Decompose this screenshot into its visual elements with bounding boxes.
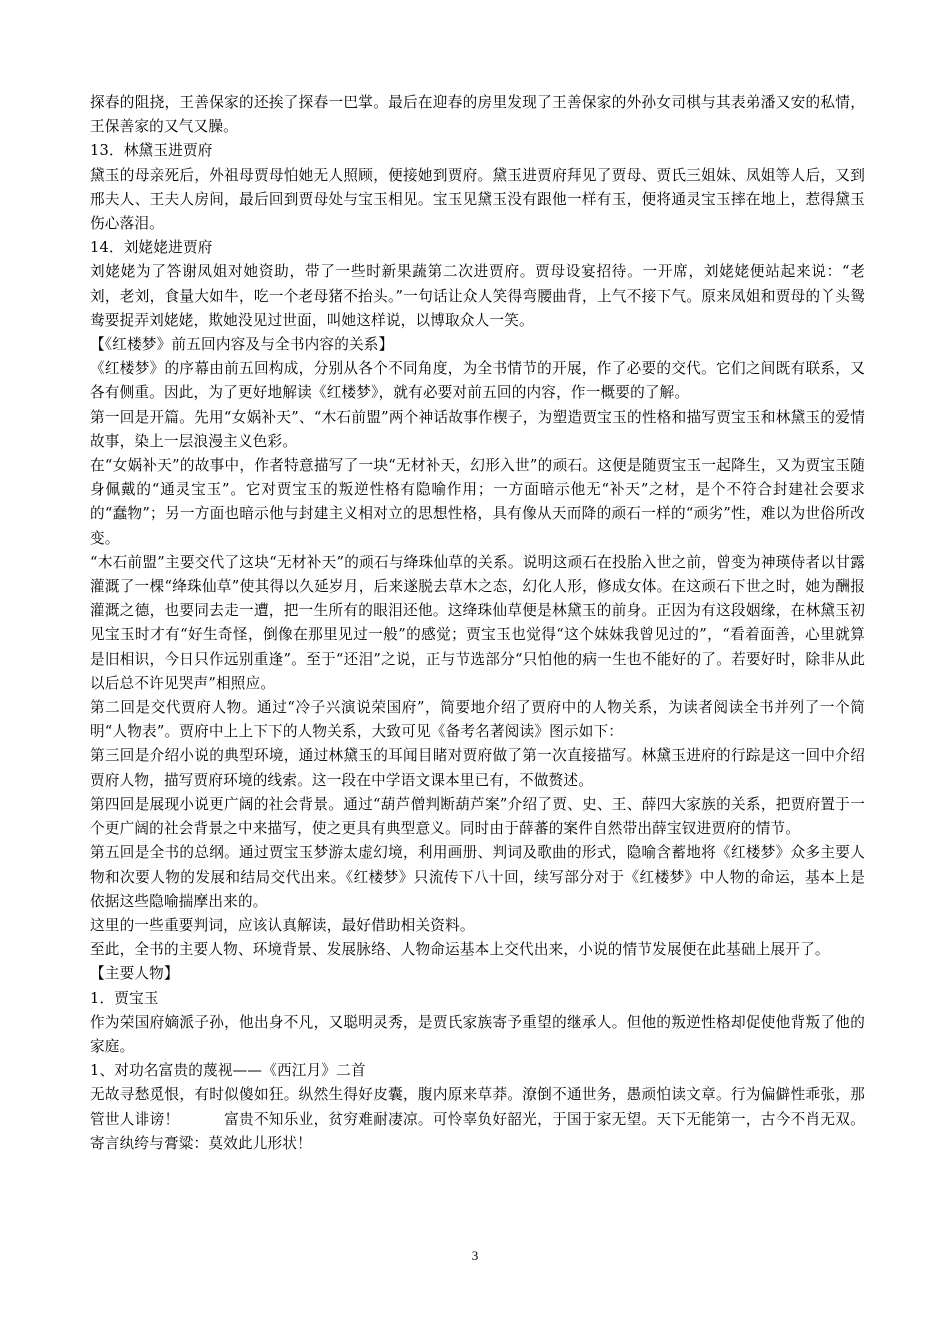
section-heading: 【主要人物】 [90,965,179,983]
paragraph: 作为荣国府嫡派子孙，他出身不凡，又聪明灵秀，是贾氏家族寄予重望的继承人。但他的叛逆性格却促使他背叛了他的家庭。 [90,1013,865,1055]
paragraph: 探春的阻挠，王善保家的还挨了探春一巴掌。最后在迎春的房里发现了王善保家的外孙女司棋与其表弟潘又安的私情，王保善家的又气又臊。 [90,94,865,136]
section-heading: 1．贾宝玉 [90,989,159,1007]
paragraph: “木石前盟”主要交代了这块“无材补天”的顽石与绛珠仙草的关系。说明这顽石在投胎入世之前，曾变为神瑛侍者以甘露灌溉了一棵“绛珠仙草”使其得以久延岁月，后来遂脱去草木之态，幻化人形，修成女体。在这顽石下世之时，她为酬报灌溉之德，也要同去走一遭，把一生所有的眼泪还他。这绛珠仙草便是林黛玉的前身。正因为有这段姻缘，在林黛玉初见宝玉时才有“好生奇怪，倒像在那里见过一般”的感觉；贾宝玉也觉得“这个妹妹我曾见过的”，“看着面善，心里就算是旧相识，今日只作远别重逢”。至于“还泪”之说，正与节选部分“只怕他的病一生也不能好的了。若要好时，除非从此以后总不许见哭声”相照应。 [90,553,865,692]
document-body [90,91,865,1156]
paragraph: 刘姥姥为了答谢凤姐对她资助，带了一些时新果蔬第二次进贾府。贾母设宴招待。一开席，刘姥姥便站起来说：“老刘，老刘，食量大如牛，吃一个老母猪不抬头。”一句话让众人笑得弯腰曲背，上气不接下气。原来凤姐和贾母的丫头鸳鸯要捉弄刘姥姥，欺她没见过世面，叫她这样说，以博取众人一笑。 [90,263,865,329]
paragraph: 这里的一些重要判词，应该认真解读，最好借助相关资料。 [90,916,475,934]
paragraph: 第三回是介绍小说的典型环境，通过林黛玉的耳闻目睹对贾府做了第一次直接描写。林黛玉进府的行踪是这一回中介绍贾府人物，描写贾府环境的线索。这一段在中学语文课本里已有，不做赘述。 [90,747,865,789]
paragraph: 在“女娲补天”的故事中，作者特意描写了一块“无材补天，幻形入世”的顽石。这便是随贾宝玉一起降生，又为贾宝玉随身佩戴的“通灵宝玉”。它对贾宝玉的叛逆性格有隐喻作用；一方面暗示他无“补天”之材，是个不符合封建社会要求的“蠢物”；另一方面也暗示他与封建主义相对立的思想性格，具有像从天而降的顽石一样的“顽劣”性，难以为世俗所改变。 [90,457,865,547]
page-number: 3 [471,1248,479,1263]
paragraph: 第一回是开篇。先用“女娲补天”、“木石前盟”两个神话故事作楔子，为塑造贾宝玉的性格和描写贾宝玉和林黛玉的爱情故事，染上一层浪漫主义色彩。 [90,408,865,450]
section-heading: 1、对功名富贵的蔑视——《西江月》二首 [90,1062,366,1080]
section-heading: 【《红楼梦》前五回内容及与全书内容的关系】 [90,336,394,354]
paragraph: 至此，全书的主要人物、环境背景、发展脉络、人物命运基本上交代出来，小说的情节发展便在此基础上展开了。 [90,941,830,959]
paragraph: 黛玉的母亲死后，外祖母贾母怕她无人照顾，便接她到贾府。黛玉进贾府拜见了贾母、贾氏三姐妹、凤姐等人后，又到邢夫人、王夫人房间，最后回到贾母处与宝玉相见。宝玉见黛玉没有跟他一样有玉，便将通灵宝玉摔在地上，惹得黛玉伤心落泪。 [90,166,865,233]
paragraph: 第四回是展现小说更广阔的社会背景。通过“葫芦僧判断葫芦案”介绍了贾、史、王、薛四大家族的关系，把贾府置于一个更广阔的社会背景之中来描写，使之更具有典型意义。同时由于薛蕃的案件自然带出薛宝钗进贾府的情节。 [90,795,865,838]
paragraph: 无故寻愁觅恨，有时似傻如狂。纵然生得好皮囊，腹内原来草莽。潦倒不通世务，愚顽怕读文章。行为偏僻性乖张，那管世人诽谤！ 富贵不知乐业，贫穷难耐凄凉。可怜辜负好韶光，于国于家无望。天下无能第一，古今不肖无双。寄言纨绔与膏粱：莫效此儿形状！ [90,1086,865,1152]
paragraph: 《红楼梦》的序幕由前五回构成，分别从各个不同角度，为全书情节的开展，作了必要的交代。它们之间既有联系，又各有侧重。因此，为了更好地解读《红楼梦》，就有必要对前五回的内容，作一概要的了解。 [90,360,865,402]
section-heading: 14．刘姥姥进贾府 [90,239,213,257]
section-heading: 13．林黛玉进贾府 [90,142,213,160]
paragraph: 第二回是交代贾府人物。通过“冷子兴演说荣国府”，简要地介绍了贾府中的人物关系，为读者阅读全书并列了一个简明“人物表”。贾府中上上下下的人物关系，大致可见《备考名著阅读》图示如下： [90,699,865,741]
paragraph: 第五回是全书的总纲。通过贾宝玉梦游太虚幻境，利用画册、判词及歌曲的形式，隐喻含蓄地将《红楼梦》众多主要人物和次要人物的发展和结局交代出来。《红楼梦》只流传下八十回，续写部分对于《红楼梦》中人物的命运，基本上是依据这些隐喻揣摩出来的。 [90,844,865,910]
